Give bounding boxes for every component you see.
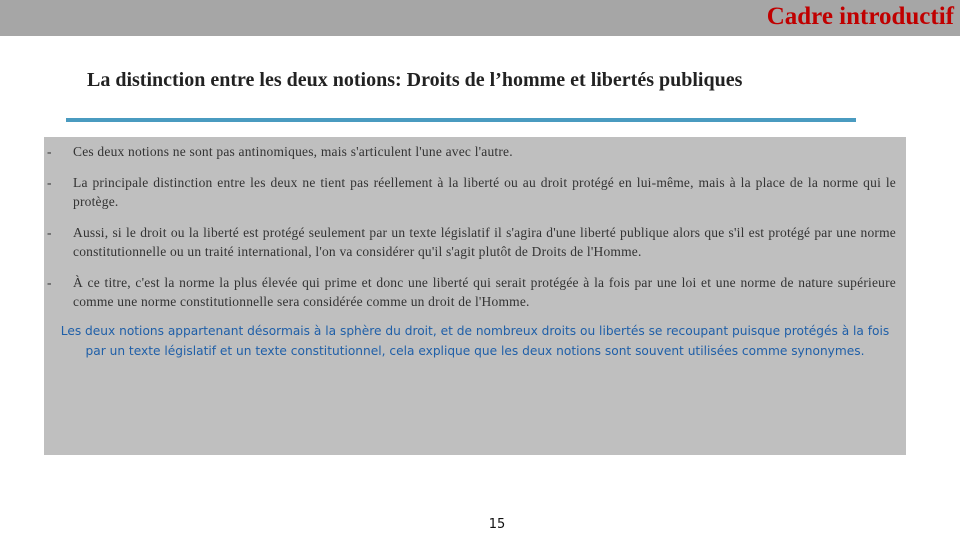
slide-title: La distinction entre les deux notions: Droits de l’homme et libertés publiques — [87, 69, 743, 91]
section-title: Cadre introductif — [766, 3, 954, 30]
bullet-dash: - — [47, 275, 52, 290]
bullet-text: Aussi, si le droit ou la liberté est protégé seulement par un texte législatif il s'agira d'une liberté publique alors que s'il est protégé par une norme constitutionnelle ou un traité international, l'on va considérer qu'il s'agit plutôt de Droits de l'Homme. — [73, 225, 896, 259]
bullet-text: La principale distinction entre les deux ne tient pas réellement à la liberté ou au droit protégé en lui-même, mais à la place de la norme qui le protège. — [73, 175, 896, 209]
bullet-list — [44, 142, 906, 311]
page-number: 15 — [488, 517, 506, 532]
bullet-item — [44, 173, 906, 211]
conclusion-paragraph: Les deux notions appartenant désormais à la sphère du droit, et de nombreux droits ou libertés se recoupant puisque protégés à la fois par un texte législatif et un texte constitutionnel, cela explique que les deux notions sont souvent utilisées comme synonymes. — [60, 324, 890, 358]
bullet-item — [44, 223, 906, 261]
bullet-dash: - — [47, 225, 52, 240]
bullet-dash: - — [47, 175, 52, 190]
top-header-bar — [0, 0, 960, 36]
bullet-text: À ce titre, c'est la norme la plus élevée qui prime et donc une liberté qui serait protégée à la fois par une loi et une norme de nature supérieure comme une norme constitutionnelle sera considérée comme un droit de l'Homme. — [73, 275, 896, 309]
bullet-item — [44, 273, 906, 311]
content-box — [44, 137, 906, 455]
bullet-dash: - — [47, 144, 52, 159]
bullet-item — [44, 142, 906, 161]
bullet-text: Ces deux notions ne sont pas antinomiques, mais s'articulent l'une avec l'autre. — [73, 144, 513, 159]
title-underline-rule — [66, 118, 856, 122]
